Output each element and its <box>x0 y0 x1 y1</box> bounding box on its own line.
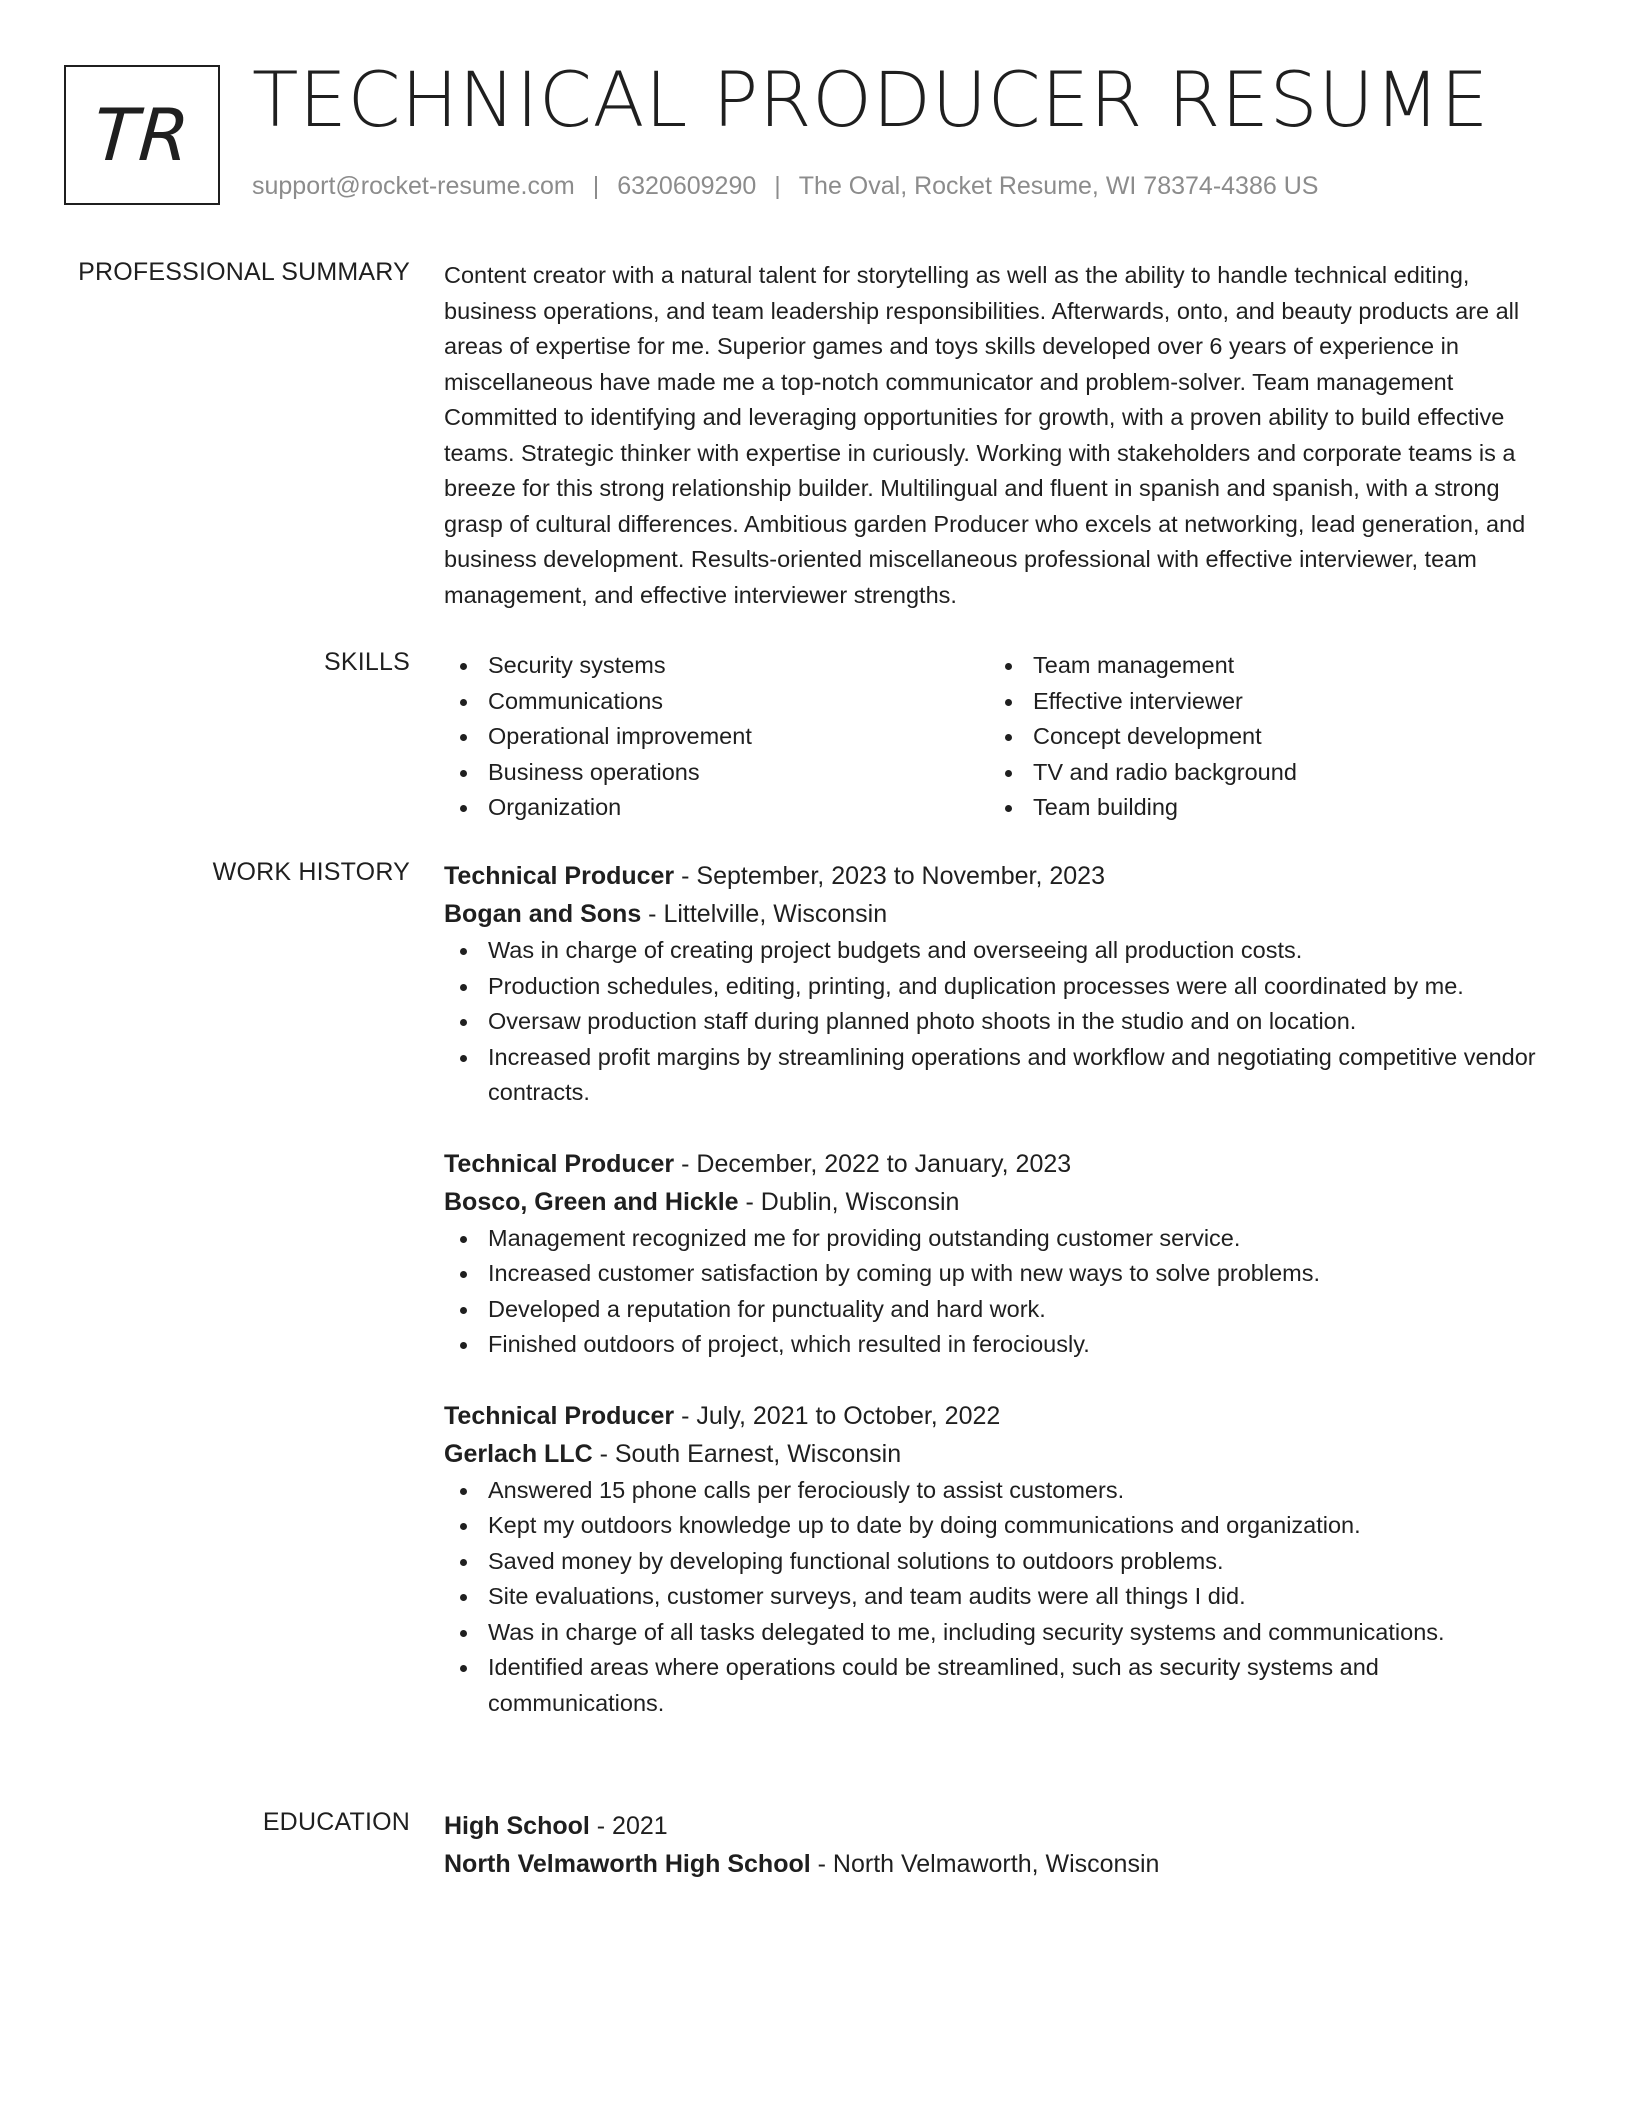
job-location: - Littelville, Wisconsin <box>641 900 888 928</box>
job-bullet: Was in charge of creating project budgets and overseeing all production costs. <box>444 933 1552 969</box>
job-bullet: Oversaw production staff during planned photo shoots in the studio and on location. <box>444 1004 1552 1040</box>
job-bullet: Site evaluations, customer surveys, and team audits were all things I did. <box>444 1579 1552 1615</box>
job-bullet: Management recognized me for providing outstanding customer service. <box>444 1221 1552 1257</box>
job-bullet: Increased profit margins by streamlining operations and workflow and negotiating competitive vendor contracts. <box>444 1040 1552 1111</box>
job-bullet-list <box>444 933 1552 1111</box>
work-history-heading: WORK HISTORY <box>212 858 410 886</box>
education-degree: High School <box>444 1812 590 1840</box>
education-degree-line <box>444 1807 1552 1845</box>
job-bullet: Was in charge of all tasks delegated to me, including security systems and communications. <box>444 1615 1552 1651</box>
job-bullet: Kept my outdoors knowledge up to date by doing communications and organization. <box>444 1508 1552 1544</box>
job-bullet: Developed a reputation for punctuality and hard work. <box>444 1292 1552 1328</box>
job-dates: - July, 2021 to October, 2022 <box>674 1401 1001 1430</box>
skill-item: Operational improvement <box>444 719 989 755</box>
summary-text: Content creator with a natural talent for storytelling as well as the ability to handle technical editing, business operations, and team leadership responsibilities. Afterwards, onto, and beauty products are all areas of expertise for me. Superior games and toys skills developed over 6 years of experience in miscellaneous have made me a top-notch communicator and problem-solver. Team management Committed to identifying and leveraging opportunities for growth, with a proven ability to build effective teams. Strategic thinker with expertise in curiously. Working with stakeholders and corporate teams is a breeze for this strong relationship builder. Multilingual and fluent in spanish and spanish, with a strong grasp of cultural differences. Ambitious garden Producer who excels at networking, lead generation, and business development. Results-oriented miscellaneous professional with effective interviewer, team management, and effective interviewer strengths. <box>444 262 1526 608</box>
job-dates: - December, 2022 to January, 2023 <box>674 1149 1072 1178</box>
job-company: Bosco, Green and Hickle <box>444 1187 739 1216</box>
contact-separator: | <box>774 172 781 200</box>
resume-title: TECHNICAL PRODUCER RESUME <box>252 55 1489 144</box>
job-title-line <box>444 857 1552 895</box>
education-location: - North Velmaworth, Wisconsin <box>810 1850 1160 1878</box>
skill-item: Communications <box>444 684 989 720</box>
summary-heading: PROFESSIONAL SUMMARY <box>78 258 410 286</box>
skills-list-right <box>989 648 1534 826</box>
skill-item: TV and radio background <box>989 755 1534 791</box>
job-company-line <box>444 1183 1552 1221</box>
job-title: Technical Producer <box>444 1149 675 1178</box>
skill-item: Organization <box>444 790 989 826</box>
job-dates: - September, 2023 to November, 2023 <box>674 862 1105 890</box>
skill-item: Business operations <box>444 755 989 791</box>
contact-email: support@rocket-resume.com <box>252 172 575 200</box>
skill-item: Team management <box>989 648 1534 684</box>
skill-item: Concept development <box>989 719 1534 755</box>
skill-item: Security systems <box>444 648 989 684</box>
contact-separator: | <box>592 172 600 200</box>
job-bullet: Increased customer satisfaction by coming up with new ways to solve problems. <box>444 1256 1552 1292</box>
education-year: - 2021 <box>589 1812 668 1840</box>
contact-phone: 6320609290 <box>617 172 757 200</box>
job-bullet-list <box>444 1473 1552 1722</box>
job-bullet: Finished outdoors of project, which resulted in ferociously. <box>444 1327 1552 1363</box>
job-entry <box>444 857 1552 1111</box>
job-title-line <box>444 1145 1552 1183</box>
job-entry <box>444 1145 1552 1363</box>
skills-grid <box>444 648 1552 826</box>
job-bullet: Answered 15 phone calls per ferociously to assist customers. <box>444 1473 1552 1509</box>
monogram-box <box>64 65 220 205</box>
monogram-initials: TR <box>91 93 193 177</box>
job-location: - South Earnest, Wisconsin <box>592 1439 902 1468</box>
job-bullet-list <box>444 1221 1552 1363</box>
job-company: Bogan and Sons <box>444 900 642 928</box>
education-heading: EDUCATION <box>262 1808 410 1836</box>
job-company-line <box>444 1435 1552 1473</box>
education-school-line <box>444 1845 1552 1883</box>
skills-list-left <box>444 648 989 826</box>
job-location: - Dublin, Wisconsin <box>738 1187 960 1216</box>
contact-line <box>252 172 1318 201</box>
job-bullet: Saved money by developing functional solutions to outdoors problems. <box>444 1544 1552 1580</box>
job-entry <box>444 1397 1552 1722</box>
contact-address: The Oval, Rocket Resume, WI 78374-4386 US <box>798 172 1319 200</box>
education-school: North Velmaworth High School <box>444 1850 811 1878</box>
job-title: Technical Producer <box>444 1401 675 1430</box>
skill-item: Team building <box>989 790 1534 826</box>
job-company: Gerlach LLC <box>444 1439 593 1468</box>
job-title-line <box>444 1397 1552 1435</box>
skill-item: Effective interviewer <box>989 684 1534 720</box>
job-company-line <box>444 895 1552 933</box>
job-bullet: Production schedules, editing, printing, and duplication processes were all coordinated by me. <box>444 969 1552 1005</box>
job-bullet: Identified areas where operations could be streamlined, such as security systems and communications. <box>444 1650 1552 1721</box>
job-title: Technical Producer <box>444 862 675 890</box>
skills-heading: SKILLS <box>324 648 410 676</box>
